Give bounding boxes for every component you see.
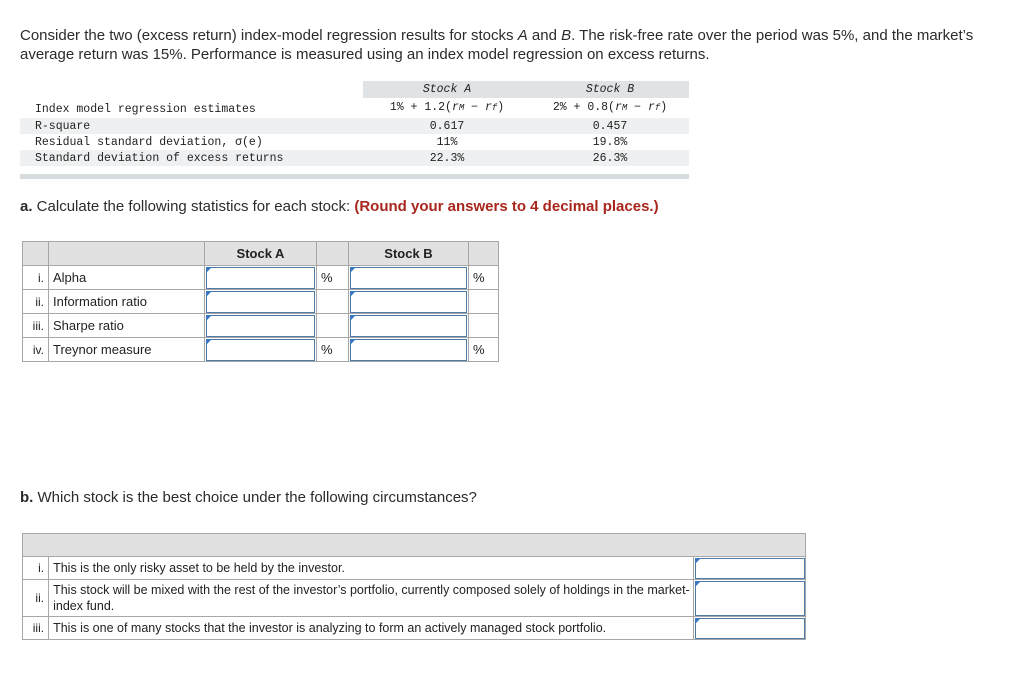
regression-col-a: Stock A: [422, 83, 472, 96]
estimate-a: 1% + 1.2(rM − rf): [389, 101, 505, 114]
table-row: iii. This is one of many stocks that the investor is analyzing to form an actively managed stock portfolio.: [23, 617, 806, 640]
intro-text-3: . The risk-free rate over the period was 5%, and the market’s average return was 15%. Performance is measured using an index model regression on excess returns.: [20, 27, 974, 63]
regression-row-sd-excess: [20, 150, 689, 166]
treynor-stock-a-input[interactable]: [206, 339, 315, 361]
value-b: 19.8%: [592, 136, 628, 149]
regression-header: [20, 81, 689, 98]
alpha-stock-a-input[interactable]: [206, 267, 315, 289]
circumstance-1-select[interactable]: [695, 558, 805, 579]
regression-row-rsquare: [20, 118, 689, 134]
table-row: i. This is the only risky asset to be held by the investor.: [23, 557, 806, 580]
table-row: iii. Sharpe ratio: [23, 314, 499, 338]
table-bottom-rule: [20, 174, 689, 179]
circumstance-3-select[interactable]: [695, 618, 805, 639]
circumstance-2-select[interactable]: [695, 581, 805, 616]
col-header-stock-b: Stock B: [349, 242, 469, 266]
row-label: Index model regression estimates: [35, 103, 256, 116]
treynor-stock-b-input[interactable]: [350, 339, 467, 361]
sharpe-ratio-stock-a-input[interactable]: [206, 315, 315, 337]
problem-statement: [20, 26, 1010, 64]
intro-text-2: and: [527, 27, 562, 44]
col-header-stock-a: Stock A: [205, 242, 317, 266]
estimate-b: 2% + 0.8(rM − rf): [552, 101, 668, 114]
table-row: iv. Treynor measure % %: [23, 338, 499, 362]
value-b: 26.3%: [592, 152, 628, 165]
row-label-treynor-measure: Treynor measure: [49, 338, 205, 362]
sharpe-ratio-stock-b-input[interactable]: [350, 315, 467, 337]
value-b: 0.457: [592, 120, 628, 133]
circumstance-text: This stock will be mixed with the rest of the investor’s portfolio, currently composed solely of holdings in the market-index fund.: [49, 580, 693, 617]
part-a-header-row: [23, 242, 499, 266]
value-a: 0.617: [429, 120, 465, 133]
row-label-alpha: Alpha: [49, 266, 205, 290]
row-label: R-square: [35, 120, 91, 133]
part-b-question: b. Which stock is the best choice under the following circumstances?: [20, 489, 477, 506]
table-row: ii. Information ratio: [23, 290, 499, 314]
part-b-answer-table: [22, 533, 806, 640]
row-label: Standard deviation of excess returns: [35, 152, 284, 165]
part-a-answer-table: [22, 241, 499, 362]
value-a: 22.3%: [429, 152, 465, 165]
stock-b-letter: B: [561, 27, 572, 44]
row-label-sharpe-ratio: Sharpe ratio: [49, 314, 205, 338]
alpha-stock-b-input[interactable]: [350, 267, 467, 289]
circumstance-text: This is one of many stocks that the investor is analyzing to form an actively managed stock portfolio.: [49, 617, 693, 640]
circumstance-text: This is the only risky asset to be held by the investor.: [49, 557, 693, 580]
part-b-header-row: [23, 534, 806, 557]
row-label: Residual standard deviation, σ(e): [35, 136, 263, 149]
value-a: 11%: [436, 136, 458, 149]
intro-text-1: Consider the two (excess return) index-model regression results for stocks: [20, 27, 518, 44]
information-ratio-stock-b-input[interactable]: [350, 291, 467, 313]
table-row: ii. This stock will be mixed with the rest of the investor’s portfolio, currently composed solely of holdings in the market-index fund.: [23, 580, 806, 617]
stock-a-letter: A: [517, 27, 528, 44]
regression-row-estimates: [20, 98, 689, 118]
regression-col-b: Stock B: [585, 83, 635, 96]
table-row: i. Alpha % %: [23, 266, 499, 290]
information-ratio-stock-a-input[interactable]: [206, 291, 315, 313]
regression-row-residual-sd: [20, 134, 689, 150]
rounding-hint: (Round your answers to 4 decimal places.): [354, 198, 659, 215]
part-a-question: a. Calculate the following statistics for each stock: (Round your answers to 4 decimal places.): [20, 198, 659, 215]
regression-table: [20, 81, 689, 179]
row-label-information-ratio: Information ratio: [49, 290, 205, 314]
